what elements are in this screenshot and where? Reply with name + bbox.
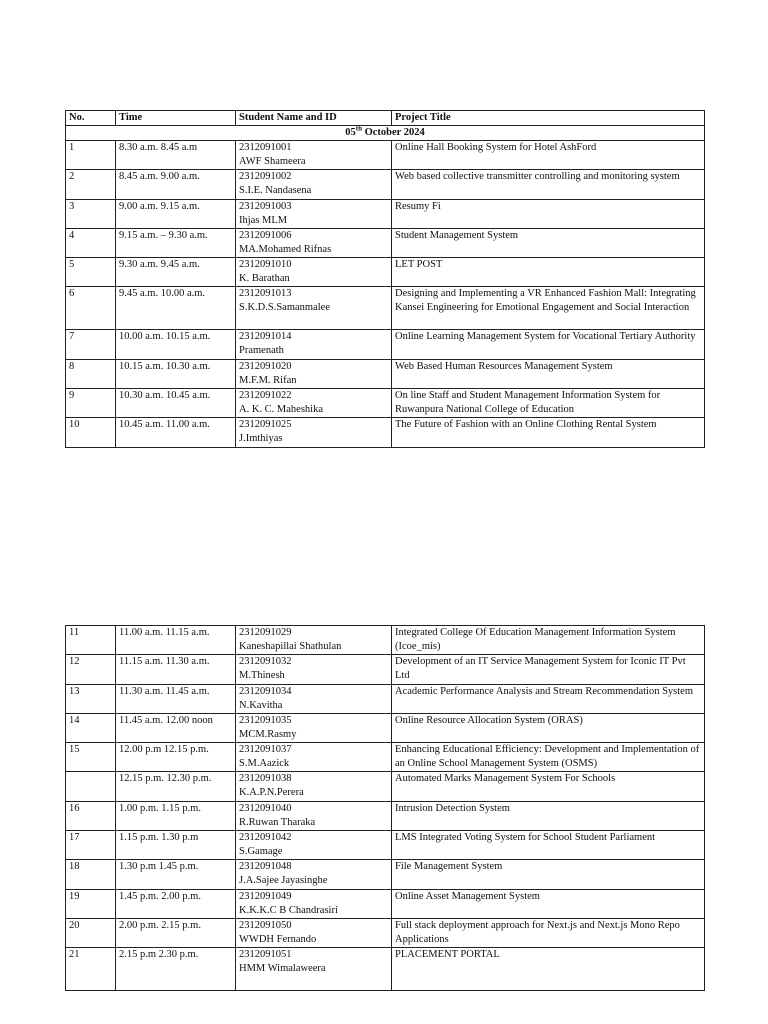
project-title: Online Learning Management System for Vocational Tertiary Authority	[395, 331, 696, 343]
student-name: M.Thinesh	[239, 670, 285, 682]
row-number: 15	[66, 743, 116, 772]
row-student	[236, 228, 392, 257]
row-student	[236, 772, 392, 801]
student-name: J.A.Sajee Jayasinghe	[239, 875, 328, 887]
row-number: 7	[66, 330, 116, 359]
row-time: 11.30 a.m. 11.45 a.m.	[116, 684, 236, 713]
row-number: 13	[66, 684, 116, 713]
project-title: LET POST	[395, 259, 443, 271]
row-number: 5	[66, 258, 116, 287]
table-row	[66, 772, 705, 801]
student-id: 2312091002	[239, 171, 292, 183]
student-name: HMM Wimalaweera	[239, 963, 326, 975]
student-name: K.A.P.N.Perera	[239, 787, 304, 799]
student-id: 2312091042	[239, 832, 292, 844]
row-time: 1.00 p.m. 1.15 p.m.	[116, 801, 236, 830]
row-project	[392, 418, 705, 447]
student-id: 2312091013	[239, 288, 292, 300]
row-number: 6	[66, 287, 116, 330]
table-row	[66, 258, 705, 287]
student-name: WWDH Fernando	[239, 933, 317, 945]
student-id: 2312091010	[239, 259, 292, 271]
project-title: Web Based Human Resources Management System	[395, 360, 613, 372]
row-student	[236, 889, 392, 918]
row-project	[392, 918, 705, 947]
row-student	[236, 199, 392, 228]
row-student	[236, 170, 392, 199]
row-number: 11	[66, 626, 116, 655]
header-time: Time	[116, 111, 236, 126]
project-title: Automated Marks Management System For Schools	[395, 773, 616, 785]
table-row	[66, 170, 705, 199]
row-time: 11.00 a.m. 11.15 a.m.	[116, 626, 236, 655]
student-id: 2312091006	[239, 229, 292, 241]
date-cell	[66, 126, 705, 141]
student-name: R.Ruwan Tharaka	[239, 816, 316, 828]
project-title: Online Asset Management System	[395, 890, 540, 902]
row-number	[66, 772, 116, 801]
row-time: 9.15 a.m. – 9.30 a.m.	[116, 228, 236, 257]
student-id: 2312091025	[239, 419, 292, 431]
table-row	[66, 831, 705, 860]
row-project	[392, 330, 705, 359]
row-project	[392, 655, 705, 684]
student-name: K. Barathan	[239, 273, 290, 285]
row-project	[392, 889, 705, 918]
row-student	[236, 655, 392, 684]
row-number: 21	[66, 948, 116, 991]
table-row	[66, 684, 705, 713]
row-time: 8.45 a.m. 9.00 a.m.	[116, 170, 236, 199]
table-row	[66, 713, 705, 742]
student-id: 2312091038	[239, 773, 292, 785]
row-project	[392, 359, 705, 388]
table-row	[66, 948, 705, 991]
table-row	[66, 141, 705, 170]
project-title: Online Resource Allocation System (ORAS)	[395, 714, 583, 726]
student-name: M.F.M. Rifan	[239, 374, 297, 386]
student-name: S.Gamage	[239, 846, 283, 858]
row-project	[392, 199, 705, 228]
student-name: N.Kavitha	[239, 699, 283, 711]
header-row	[66, 111, 705, 126]
table-row	[66, 287, 705, 330]
table-row	[66, 801, 705, 830]
row-student	[236, 359, 392, 388]
row-student	[236, 831, 392, 860]
table-row	[66, 330, 705, 359]
row-student	[236, 713, 392, 742]
row-student	[236, 743, 392, 772]
table-row	[66, 889, 705, 918]
student-name: Pramenath	[239, 345, 284, 357]
row-time: 1.15 p.m. 1.30 p.m	[116, 831, 236, 860]
row-time: 10.00 a.m. 10.15 a.m.	[116, 330, 236, 359]
student-id: 2312091014	[239, 331, 292, 343]
row-student	[236, 389, 392, 418]
row-project	[392, 948, 705, 991]
table-row	[66, 389, 705, 418]
project-title: Online Hall Booking System for Hotel AshFord	[395, 142, 597, 153]
project-title: Web based collective transmitter controlling and monitoring system	[395, 171, 680, 183]
project-title: Designing and Implementing a VR Enhanced Fashion Mall: Integrating Kansei Engineering for Emotional Engagement and Social Interaction	[395, 288, 696, 314]
row-number: 1	[66, 141, 116, 170]
header-no: No.	[66, 111, 116, 126]
row-time: 12.15 p.m. 12.30 p.m.	[116, 772, 236, 801]
row-student	[236, 801, 392, 830]
student-name: K.K.K.C B Chandrasiri	[239, 904, 338, 916]
row-project	[392, 389, 705, 418]
row-time: 2.15 p.m 2.30 p.m.	[116, 948, 236, 991]
student-id: 2312091020	[239, 360, 292, 372]
row-number: 8	[66, 359, 116, 388]
row-time: 10.45 a.m. 11.00 a.m.	[116, 418, 236, 447]
schedule-table-2	[65, 625, 705, 991]
row-project	[392, 831, 705, 860]
row-time: 11.45 a.m. 12.00 noon	[116, 713, 236, 742]
row-project	[392, 287, 705, 330]
project-title: On line Staff and Student Management Information System for Ruwanpura National College of Education	[395, 390, 661, 416]
student-name: Ihjas MLM	[239, 214, 288, 226]
row-number: 3	[66, 199, 116, 228]
project-title: Integrated College Of Education Management Information System (Icoe_mis)	[395, 627, 676, 652]
table-row	[66, 199, 705, 228]
student-id: 2312091003	[239, 200, 292, 212]
student-id: 2312091001	[239, 142, 292, 153]
row-number: 20	[66, 918, 116, 947]
row-time: 9.30 a.m. 9.45 a.m.	[116, 258, 236, 287]
row-project	[392, 258, 705, 287]
date-suffix: th	[355, 125, 362, 133]
project-title: Enhancing Educational Efficiency: Development and Implementation of an Online School Management System (OSMS)	[395, 744, 700, 770]
row-project	[392, 626, 705, 655]
table-row	[66, 418, 705, 447]
row-time: 12.00 p.m 12.15 p.m.	[116, 743, 236, 772]
row-project	[392, 860, 705, 889]
project-title: The Future of Fashion with an Online Clothing Rental System	[395, 419, 657, 431]
student-id: 2312091037	[239, 744, 292, 756]
row-student	[236, 684, 392, 713]
row-number: 2	[66, 170, 116, 199]
student-id: 2312091040	[239, 802, 292, 814]
student-name: S.K.D.S.Samanmalee	[239, 302, 330, 314]
row-project	[392, 713, 705, 742]
student-id: 2312091022	[239, 390, 292, 402]
student-name: J.Imthiyas	[239, 433, 283, 445]
row-time: 11.15 a.m. 11.30 a.m.	[116, 655, 236, 684]
date-row	[66, 126, 705, 141]
table-row	[66, 655, 705, 684]
row-number: 16	[66, 801, 116, 830]
row-number: 19	[66, 889, 116, 918]
table-row	[66, 228, 705, 257]
row-time: 10.30 a.m. 10.45 a.m.	[116, 389, 236, 418]
row-student	[236, 330, 392, 359]
row-student	[236, 418, 392, 447]
row-project	[392, 743, 705, 772]
row-time: 8.30 a.m. 8.45 a.m	[116, 141, 236, 170]
student-id: 2312091050	[239, 919, 292, 931]
row-number: 18	[66, 860, 116, 889]
table-row	[66, 918, 705, 947]
row-student	[236, 141, 392, 170]
table-row	[66, 743, 705, 772]
project-title: Development of an IT Service Management System for Iconic IT Pvt Ltd	[395, 656, 686, 682]
table-row	[66, 359, 705, 388]
row-project	[392, 228, 705, 257]
project-title: Academic Performance Analysis and Stream Recommendation System	[395, 685, 694, 697]
row-time: 2.00 p.m. 2.15 p.m.	[116, 918, 236, 947]
row-student	[236, 918, 392, 947]
student-id: 2312091029	[239, 627, 292, 638]
row-time: 9.45 a.m. 10.00 a.m.	[116, 287, 236, 330]
project-title: PLACEMENT PORTAL	[395, 949, 500, 961]
row-student	[236, 948, 392, 991]
row-project	[392, 772, 705, 801]
project-title: Full stack deployment approach for Next.js and Next.js Mono Repo Applications	[395, 919, 680, 945]
row-number: 12	[66, 655, 116, 684]
student-id: 2312091051	[239, 949, 292, 961]
project-title: Intrusion Detection System	[395, 802, 510, 814]
row-time: 10.15 a.m. 10.30 a.m.	[116, 359, 236, 388]
row-number: 14	[66, 713, 116, 742]
row-project	[392, 801, 705, 830]
table-row	[66, 860, 705, 889]
row-time: 9.00 a.m. 9.15 a.m.	[116, 199, 236, 228]
row-time: 1.30 p.m 1.45 p.m.	[116, 860, 236, 889]
student-name: S.I.E. Nandasena	[239, 185, 312, 197]
student-name: MA.Mohamed Rifnas	[239, 243, 332, 255]
header-title: Project Title	[392, 111, 705, 126]
row-number: 4	[66, 228, 116, 257]
row-student	[236, 287, 392, 330]
student-name: AWF Shameera	[239, 156, 306, 167]
row-time: 1.45 p.m. 2.00 p.m.	[116, 889, 236, 918]
student-id: 2312091048	[239, 861, 292, 873]
student-id: 2312091049	[239, 890, 292, 902]
student-id: 2312091034	[239, 685, 292, 697]
row-number: 10	[66, 418, 116, 447]
row-project	[392, 684, 705, 713]
student-name: S.M.Aazick	[239, 758, 290, 770]
schedule-table-1	[65, 110, 705, 448]
row-student	[236, 258, 392, 287]
row-number: 9	[66, 389, 116, 418]
row-student	[236, 626, 392, 655]
student-id: 2312091032	[239, 656, 292, 668]
student-name: MCM.Rasmy	[239, 728, 297, 740]
date-rest: October 2024	[361, 127, 425, 138]
row-student	[236, 860, 392, 889]
row-project	[392, 141, 705, 170]
project-title: Resumy Fi	[395, 200, 441, 212]
student-name: A. K. C. Maheshika	[239, 404, 323, 416]
row-project	[392, 170, 705, 199]
table-row	[66, 626, 705, 655]
date-day: 05	[345, 127, 356, 138]
student-id: 2312091035	[239, 714, 292, 726]
project-title: Student Management System	[395, 229, 519, 241]
student-name: Kaneshapillai Shathulan	[239, 641, 342, 652]
project-title: LMS Integrated Voting System for School Student Parliament	[395, 832, 656, 844]
header-student: Student Name and ID	[236, 111, 392, 126]
project-title: File Management System	[395, 861, 503, 873]
row-number: 17	[66, 831, 116, 860]
